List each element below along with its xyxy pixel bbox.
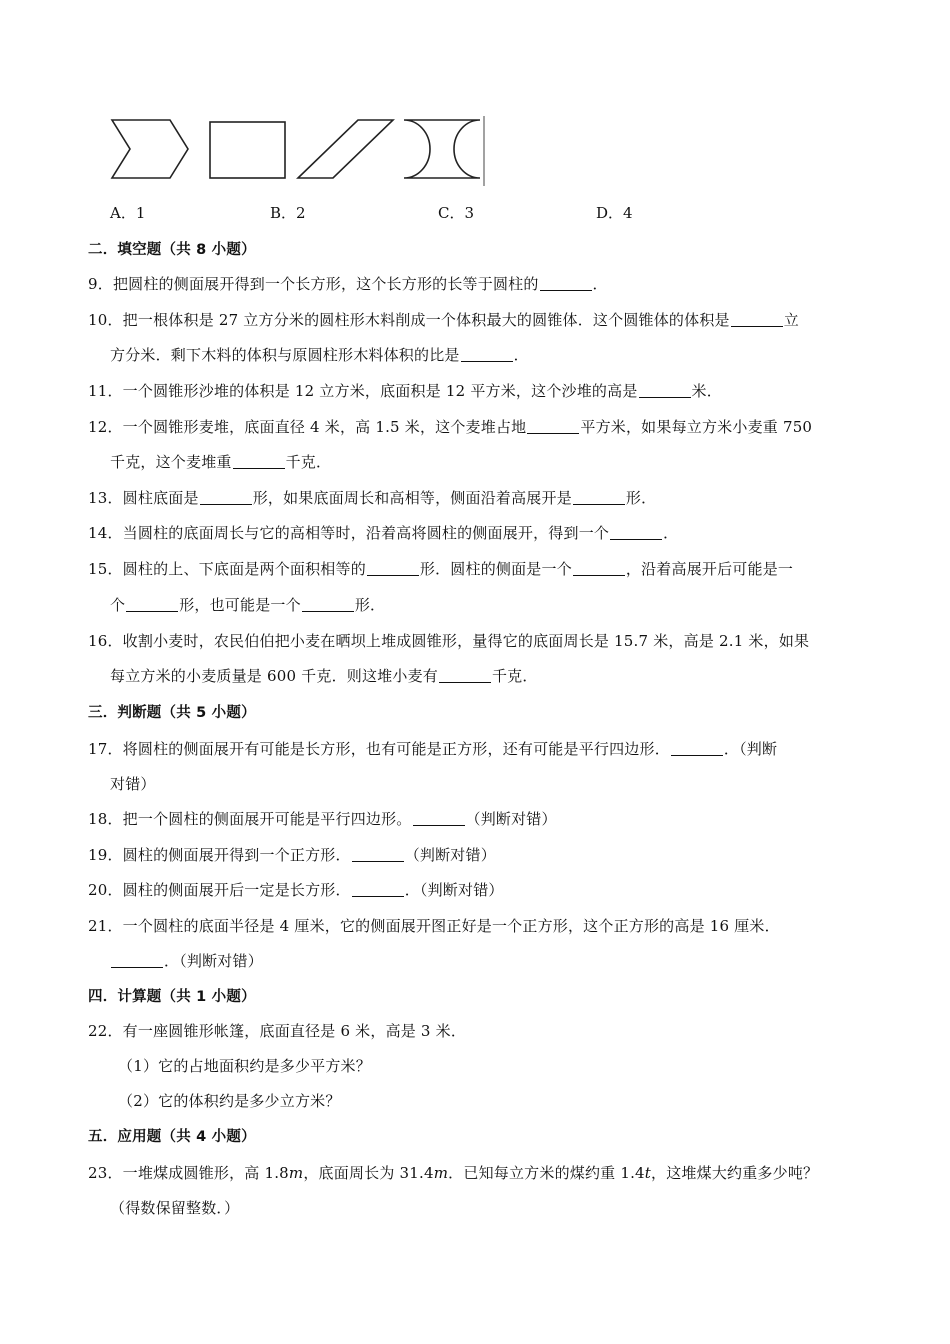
- q13-text-mid: 形，如果底面周长和高相等，侧面沿着高展开是: [252, 489, 572, 507]
- answer-blank: [573, 490, 625, 505]
- question-22-part-2: （2）它的体积约是多少立方米？: [118, 1092, 341, 1110]
- q9-text-end: ．: [592, 275, 608, 293]
- q13-text: 13．圆柱底面是: [88, 489, 199, 507]
- q15-text-mid2: ，沿着高展开后可能是一: [625, 560, 794, 578]
- q15-text: 15．圆柱的上、下底面是两个面积相等的: [88, 560, 366, 578]
- q21-text-end: ．（判断对错）: [164, 952, 263, 970]
- option-c: C．3: [438, 204, 475, 222]
- question-22-part-1: （1）它的占地面积约是多少平方米？: [118, 1057, 371, 1075]
- question-12-cont: [110, 451, 331, 472]
- section-application: 五．应用题（共 4 小题）: [88, 1129, 256, 1145]
- question-19: [88, 844, 496, 865]
- parallelogram-shape: [298, 120, 393, 178]
- option-a: A．1: [110, 204, 146, 222]
- answer-blank: [367, 561, 419, 576]
- q15-text-2-end: 形．: [354, 596, 386, 614]
- q15-text-2-mid: 形，也可能是一个: [179, 596, 301, 614]
- q11-text: 11．一个圆锥形沙堆的体积是 12 立方米，底面积是 12 平方米，这个沙堆的高是: [88, 382, 638, 400]
- question-10-cont: [110, 344, 529, 365]
- question-23-note: （得数保留整数．）: [110, 1199, 240, 1217]
- question-9: [88, 273, 608, 294]
- answer-blank: [573, 561, 625, 576]
- q11-text-end: 米．: [691, 382, 722, 400]
- q19-text: 19．圆柱的侧面展开得到一个正方形．: [88, 846, 351, 864]
- answer-blank: [111, 953, 163, 968]
- question-12: [88, 416, 812, 437]
- answer-blank: [610, 525, 662, 540]
- q12-text-2-end: 千克．: [285, 453, 332, 471]
- question-20: [88, 879, 504, 900]
- q18-text: 18．把一个圆柱的侧面展开可能是平行四边形。: [88, 810, 412, 828]
- q14-text: 14．当圆柱的底面周长与它的高相等时，沿着高将圆柱的侧面展开，得到一个: [88, 524, 610, 542]
- q19-text-end: （判断对错）: [404, 846, 496, 864]
- shapes-figure: [108, 116, 488, 186]
- question-11: [88, 380, 722, 401]
- q23-text-3: ．已知每立方米的煤约重 1.4: [448, 1164, 645, 1182]
- q15-text-mid: 形．圆柱的侧面是一个: [419, 560, 572, 578]
- answer-blank: [200, 490, 252, 505]
- q10-text: 10．把一根体积是 27 立方分米的圆柱形木料削成一个体积最大的圆锥体．这个圆锥体的体积是: [88, 311, 730, 329]
- question-21: 21．一个圆柱的底面半径是 4 厘米，它的侧面展开图正好是一个正方形，这个正方形的高是 16 厘米．: [88, 917, 780, 935]
- answer-blank: [527, 419, 579, 434]
- q16-text-2: 每立方米的小麦质量是 600 千克．则这堆小麦有: [110, 667, 438, 685]
- q10-text-2-end: ．: [513, 346, 529, 364]
- q12-text: 12．一个圆锥形麦堆，底面直径 4 米，高 1.5 米，这个麦堆占地: [88, 418, 527, 436]
- section-calculation: 四．计算题（共 1 小题）: [88, 989, 256, 1005]
- question-21-cont: [110, 950, 263, 971]
- question-10: [88, 309, 799, 330]
- question-23: [88, 1162, 818, 1183]
- q23-text-2: ，底面周长为 31.4: [303, 1164, 434, 1182]
- q20-text: 20．圆柱的侧面展开后一定是长方形．: [88, 881, 351, 899]
- answer-blank: [461, 347, 513, 362]
- q12-text-2: 千克，这个麦堆重: [110, 453, 232, 471]
- q23-text: 23．一堆煤成圆锥形，高 1.8: [88, 1164, 289, 1182]
- answer-blank: [352, 847, 404, 862]
- q15-text-2: 个: [110, 596, 126, 614]
- answer-blank: [233, 454, 285, 469]
- answer-blank: [302, 597, 354, 612]
- rectangle-shape: [210, 122, 285, 178]
- unit-meter: m: [433, 1164, 449, 1182]
- q9-text: 9．把圆柱的侧面展开得到一个长方形，这个长方形的长等于圆柱的: [88, 275, 539, 293]
- q13-text-end: 形．: [625, 489, 657, 507]
- question-17-cont: 对错）: [110, 775, 156, 793]
- q16-text-2-end: 千克．: [491, 667, 538, 685]
- q17-text: 17．将圆柱的侧面展开有可能是长方形，也有可能是正方形，还有可能是平行四边形．: [88, 740, 670, 758]
- question-13: [88, 487, 656, 508]
- question-22: 22．有一座圆锥形帐篷，底面直径是 6 米，高是 3 米．: [88, 1022, 467, 1040]
- q12-text-mid: 平方米，如果每立方米小麦重 750: [580, 418, 813, 436]
- answer-blank: [540, 276, 592, 291]
- q17-text-end: ．（判断: [723, 740, 778, 758]
- answer-blank: [126, 597, 178, 612]
- q23-text-4: ，这堆煤大约重多少吨？: [651, 1164, 819, 1182]
- answer-blank: [352, 882, 404, 897]
- q14-text-end: ．: [663, 524, 679, 542]
- answer-blank: [639, 383, 691, 398]
- option-b: B．2: [270, 204, 306, 222]
- question-14: [88, 522, 678, 543]
- question-15: [88, 558, 793, 579]
- q10-text-2: 方分米．剩下木料的体积与原圆柱形木料体积的比是: [110, 346, 460, 364]
- unit-meter: m: [288, 1164, 304, 1182]
- answer-blank: [439, 668, 491, 683]
- question-15-cont: [110, 594, 385, 615]
- q20-text-end: ．（判断对错）: [404, 881, 504, 899]
- question-17: [88, 738, 777, 759]
- chevron-shape: [112, 120, 188, 178]
- unit-ton: t: [644, 1164, 652, 1182]
- question-16: 16．收割小麦时，农民伯伯把小麦在晒坝上堆成圆锥形，量得它的底面周长是 15.7 米，高是 2.1 米，如果: [88, 632, 810, 650]
- concave-shape: [404, 120, 480, 178]
- answer-blank: [413, 811, 465, 826]
- question-18: [88, 808, 557, 829]
- section-fill-blank: 二．填空题（共 8 小题）: [88, 242, 256, 258]
- q18-text-end: （判断对错）: [465, 810, 557, 828]
- question-16-cont: [110, 665, 538, 686]
- q10-text-end: 立: [783, 311, 799, 329]
- answer-blank: [671, 741, 723, 756]
- section-true-false: 三．判断题（共 5 小题）: [88, 705, 256, 721]
- option-d: D．4: [596, 204, 633, 222]
- answer-blank: [731, 312, 783, 327]
